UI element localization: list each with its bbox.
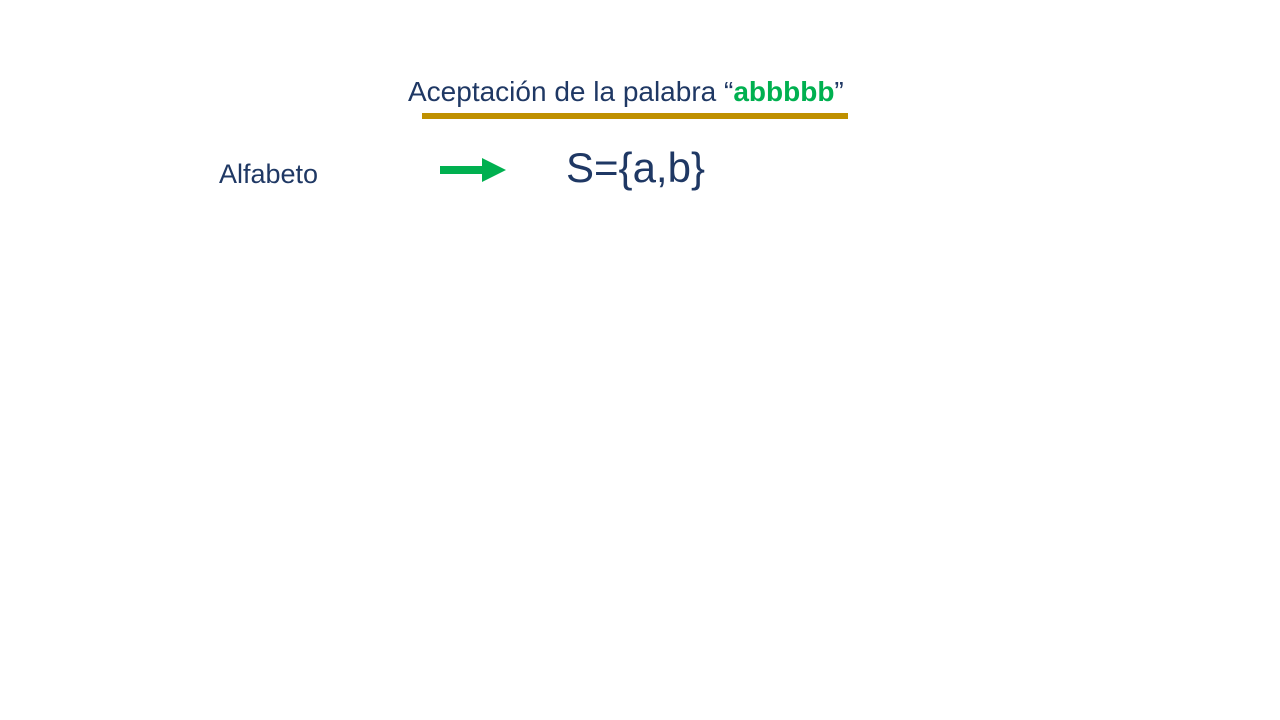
right-arrow-icon <box>440 158 506 182</box>
arrow-shaft <box>440 166 484 174</box>
title-underline-bar <box>422 113 848 119</box>
title-open-quote: “ <box>724 76 734 107</box>
alphabet-label: Alfabeto <box>219 159 319 189</box>
title-underline <box>422 113 848 119</box>
title-word: abbbbb <box>733 76 835 107</box>
title-close-quote: ” <box>834 76 844 107</box>
slide-title <box>408 74 844 110</box>
title-prefix: Aceptación de la palabra <box>408 76 724 107</box>
arrow-head <box>482 158 506 182</box>
alphabet-set: S={a,b} <box>566 144 705 191</box>
